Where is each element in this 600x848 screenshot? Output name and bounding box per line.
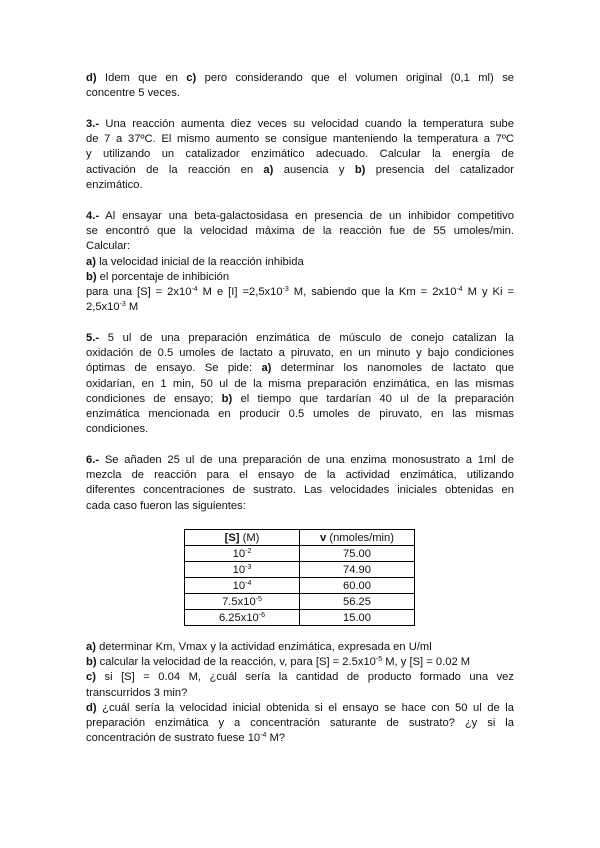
substrate-cell: $6.25x10^{-6}$: [185, 610, 300, 626]
question-6-items: a) determinar Km, Vmax y la actividad enzimática, expresada en U/ml b) calcular la velocidad de la reacción, v, para $[S] = 2.5x10^{-5}$ M, y [S] = 0.02 M c) si [S] = 0.04 M, ¿cuál sería la cantidad de producto formado una vez transcurridos 3 min? d) ¿cuál sería la velocidad inicial obtenida si el ensayo se hace con 50 ul de la preparación enzimática y a concentración saturante de sustrato? ¿y si la concentración de sustrato fuese $10^{-4}$ M?: [86, 641, 515, 745]
question-6-number: 6.-: [86, 454, 100, 466]
substrate-cell: $7.5x10^{-5}$: [185, 594, 300, 610]
table-row: [185, 594, 415, 610]
table-header-row: [185, 530, 415, 546]
question-3-number: 3.-: [86, 118, 100, 130]
velocity-cell: 15.00: [300, 610, 415, 626]
substrate-velocity-table: [184, 529, 415, 626]
velocity-cell: 56.25: [300, 594, 415, 610]
velocity-cell: 75.00: [300, 546, 415, 562]
substrate-cell: $10^{-4}$: [185, 578, 300, 594]
column-header-substrate: [S] (M): [185, 530, 300, 546]
question-6-paragraph: 6.- Se añaden 25 ul de una preparación de una enzima monosustrato a 1ml de mezcla de reacción para el ensayo de la actividad enzimática, utilizando diferentes concentraciones de sustrato. Las velocidades iniciales obtenidas en cada caso fueron las siguientes:: [86, 454, 514, 512]
table-row: [185, 546, 415, 562]
question-4-paragraph: 4.- Al ensayar una beta-galactosidasa en presencia de un inhibidor competitivo se encontró que la velocidad máxima de la reacción fue de 55 umoles/min. Calcular: a) la velocidad inicial de la reacción inhibida b) el porcentaje de inhibición para una $[S] = 2x10^{-4}$ M e $[I] =2,5x10^{-3}$ M, sabiendo que la $Km = 2x10^{-4}$ M y Ki = $2,5x10^{-3}$ M: [86, 210, 515, 314]
velocity-cell: 74.90: [300, 562, 415, 578]
table-row: [185, 562, 415, 578]
column-header-velocity: v (nmoles/min): [300, 530, 415, 546]
item-d-paragraph: d) Idem que en c) pero considerando que el volumen original (0,1 ml) se concentre 5 veces.: [86, 72, 515, 100]
question-3-paragraph: 3.- Una reacción aumenta diez veces su velocidad cuando la temperatura sube de 7 a 37ºC. El mismo aumento se consigue manteniendo la temperatura a 7ºC y utilizando un catalizador enzimático adecuado. Calcular la energía de activación de la reacción en a) ausencia y b) presencia del catalizador enzimático.: [86, 118, 514, 191]
table-row: [185, 610, 415, 626]
question-4-number: 4.-: [86, 210, 100, 222]
substrate-cell: $10^{-3}$: [185, 562, 300, 578]
table-row: [185, 578, 415, 594]
substrate-cell: $10^{-2}$: [185, 546, 300, 562]
question-5-number: 5.-: [86, 332, 100, 344]
velocity-cell: 60.00: [300, 578, 415, 594]
question-5-paragraph: 5.- 5 ul de una preparación enzimática de músculo de conejo catalizan la oxidación de 0.5 umoles de lactato a piruvato, en un minuto y bajo condiciones óptimas de ensayo. Se pide: a) determinar los nanomoles de lactato que oxidarían, en 1 min, 50 ul de la misma preparación enzimática, en las mismas condiciones de ensayo; b) el tiempo que tardarían 40 ul de la preparación enzimática mencionada en producir 0.5 umoles de piruvato, en las mismas condiciones.: [86, 332, 515, 436]
